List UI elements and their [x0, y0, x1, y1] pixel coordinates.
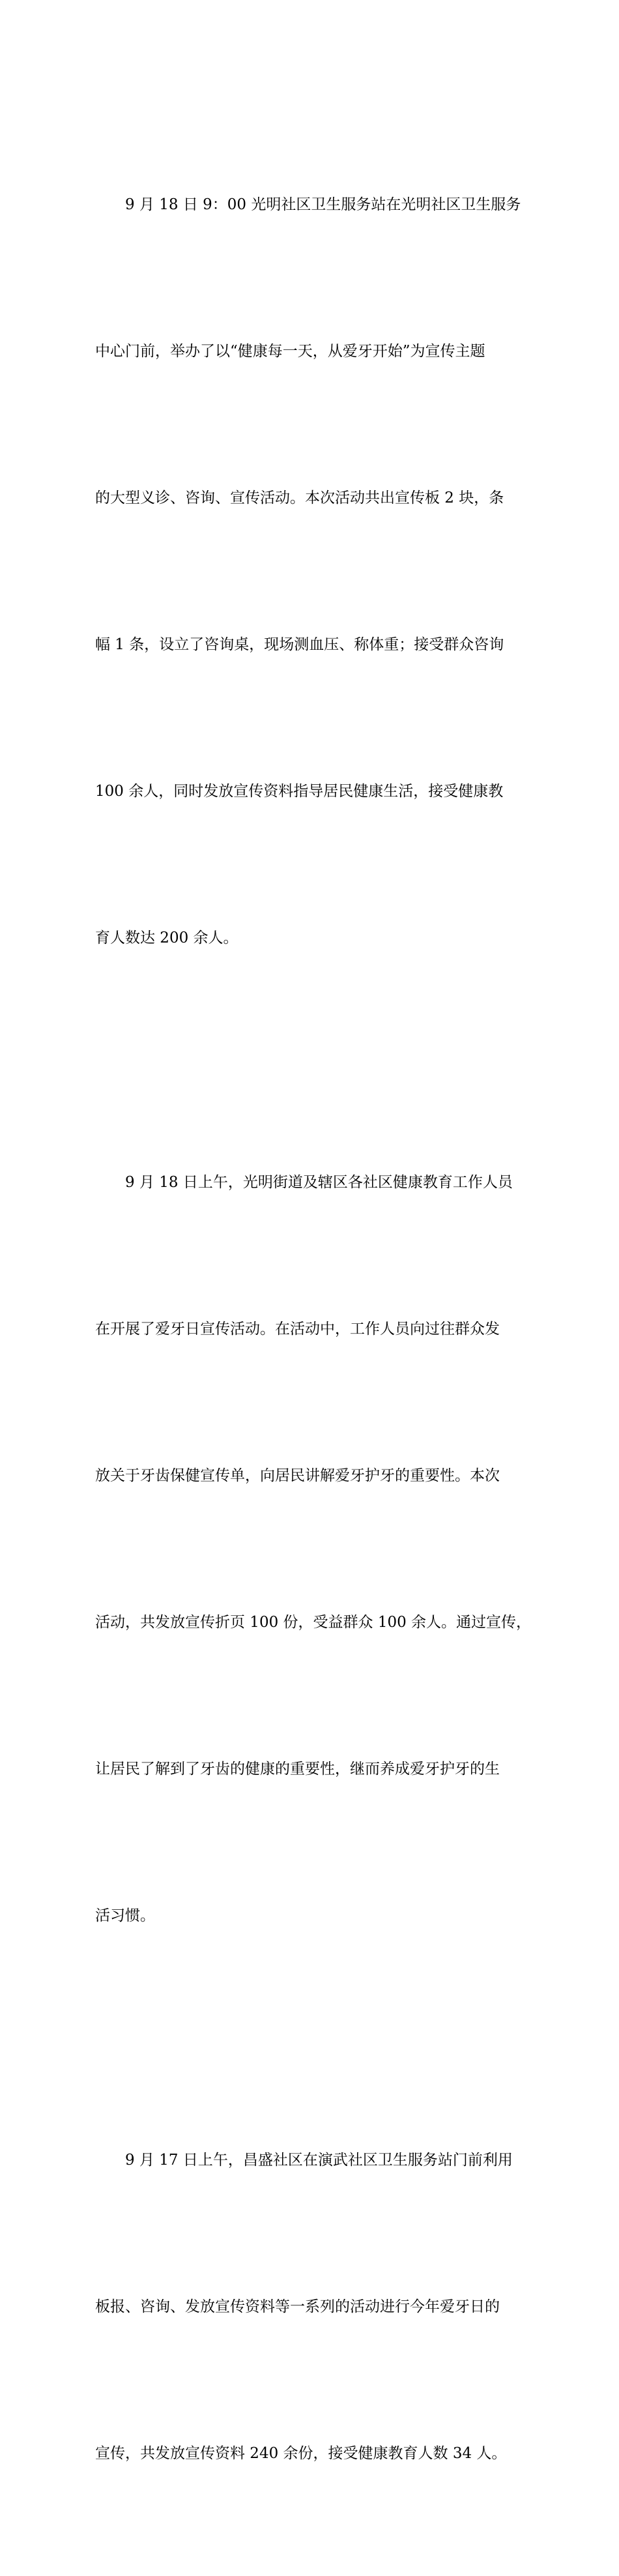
- text-line: 9 月 17 日上午，昌盛社区在演武社区卫生服务站门前利用: [125, 2152, 513, 2169]
- text-line: 宣传，共发放宣传资料 240 余份，接受健康教育人数 34 人。: [95, 2445, 507, 2462]
- document-body: [95, 83, 532, 2576]
- text-line: 在开展了爱牙日宣传活动。在活动中，工作人员向过往群众发: [95, 1321, 500, 1338]
- text-line: 活动，共发放宣传折页 100 份，受益群众 100 余人。通过宣传，: [95, 1614, 532, 1631]
- text-line: 板报、咨询、发放宣传资料等一系列的活动进行今年爱牙日的: [95, 2298, 500, 2315]
- text-line: 让居民了解到了牙齿的健康的重要性，继而养成爱牙护牙的生: [95, 1761, 500, 1778]
- paragraph-3: [95, 2038, 525, 2576]
- paragraph-2: [95, 1061, 532, 2038]
- text-line: 100 余人，同时发放宣传资料指导居民健康生活，接受健康教: [95, 783, 504, 800]
- text-line: 的大型义诊、咨询、宣传活动。本次活动共出宣传板 2 块，条: [95, 490, 504, 506]
- paragraph-1: [95, 83, 525, 1061]
- text-line: 9 月 18 日 9：00 光明社区卫生服务站在光明社区卫生服务: [125, 196, 521, 213]
- text-line: 9 月 18 日上午，光明街道及辖区各社区健康教育工作人员: [125, 1174, 513, 1191]
- text-line: 幅 1 条，设立了咨询桌，现场测血压、称体重；接受群众咨询: [95, 636, 504, 653]
- text-line: 活习惯。: [95, 1907, 155, 1924]
- text-line: 育人数达 200 余人。: [95, 929, 238, 946]
- text-line: 放关于牙齿保健宣传单，向居民讲解爱牙护牙的重要性。本次: [95, 1467, 500, 1484]
- text-line: 中心门前，举办了以“健康每一天，从爱牙开始”为宣传主题: [95, 343, 485, 360]
